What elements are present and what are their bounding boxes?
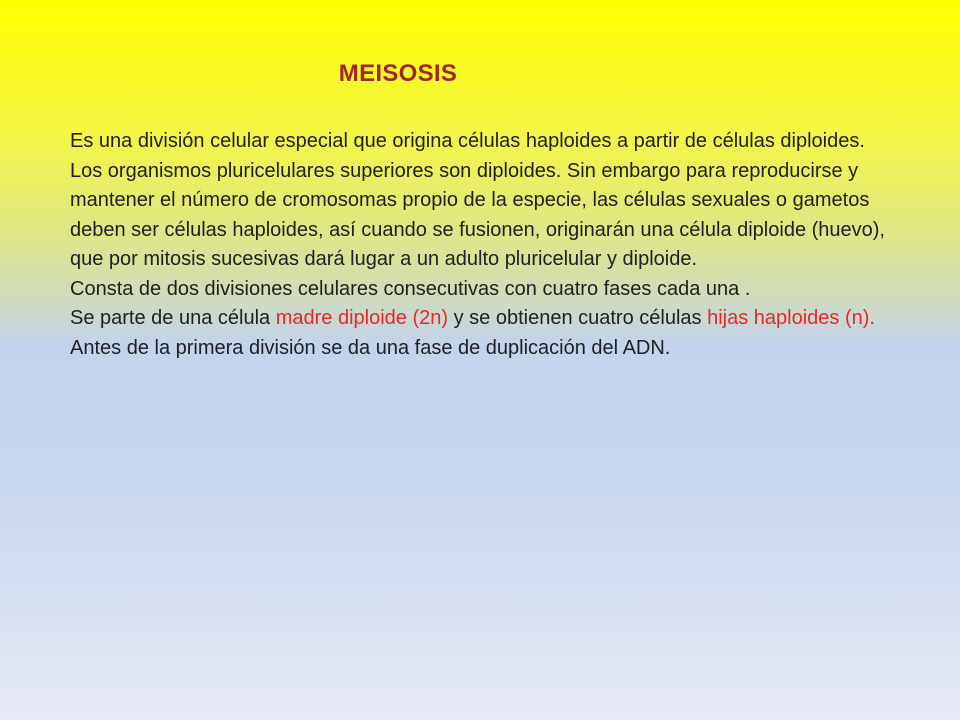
paragraph-divisions: Consta de dos divisiones celulares consecutivas con cuatro fases cada una . bbox=[70, 277, 751, 300]
highlight-hijas-haploides: hijas haploides (n). bbox=[707, 307, 875, 329]
process-text-1: Se parte de una célula bbox=[70, 307, 276, 329]
highlight-madre-diploide: madre diploide (2n) bbox=[275, 307, 449, 329]
paragraph-organisms: Los organismos pluricelulares superiores son diploides. Sin embargo para reproducirse y mantener el número de cromosomas propio de la especie, las células sexuales o gametos deben ser células haploides, así cuando se fusionen, originarán una célula diploide (huevo), que por mitosis sucesivas dará lugar a un adulto pluricelular y diploide. bbox=[70, 159, 885, 270]
process-text-3: Antes de la primera división se da una fase de duplicación del ADN. bbox=[70, 336, 671, 359]
paragraph-definition: Es una división celular especial que origina células haploides a partir de células diploides. bbox=[70, 130, 865, 152]
slide-body bbox=[70, 127, 890, 363]
slide-title: MEISOSIS bbox=[338, 60, 458, 87]
paragraph-process bbox=[70, 304, 890, 363]
process-text-2: y se obtienen cuatro células bbox=[448, 307, 708, 329]
